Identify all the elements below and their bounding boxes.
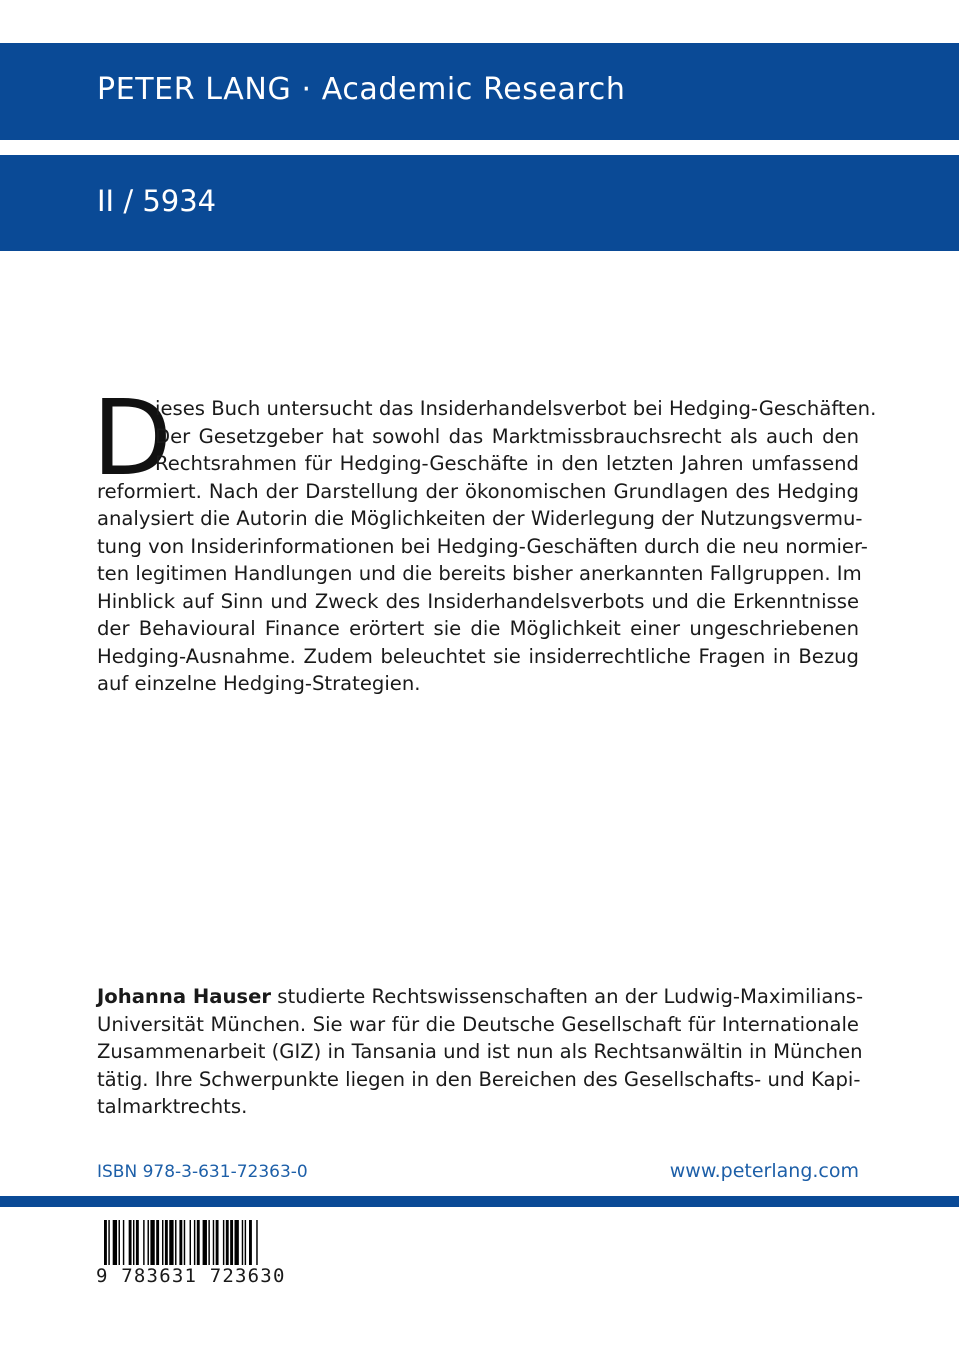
barcode-bar	[230, 1220, 233, 1266]
barcode-bar	[179, 1220, 182, 1266]
blurb-line: der Behavioural Finance erörtert sie die Möglichkeit einer ungeschriebenen	[97, 617, 859, 640]
blurb-line: Der Gesetzgeber hat sowohl das Marktmissbrauchsrecht als auch den	[155, 424, 859, 448]
barcode-bar	[104, 1220, 107, 1266]
barcode-bar	[223, 1220, 224, 1266]
bio-line	[97, 983, 864, 1011]
series-number: II / 5934	[97, 184, 217, 218]
bio-line: talmarktrechts.	[97, 1095, 248, 1119]
barcode-bar	[148, 1220, 149, 1266]
barcode-bar	[129, 1220, 132, 1266]
drop-cap: D	[92, 377, 173, 499]
barcode-bar	[150, 1220, 154, 1266]
barcode-bar	[216, 1220, 219, 1266]
barcode-bar	[190, 1220, 191, 1266]
barcode-bar	[203, 1220, 207, 1266]
bio-line: tätig. Ihre Schwerpunkte liegen in den Bereichen des Gesellschafts- und Kapi-	[97, 1067, 861, 1091]
publisher-series-title: PETER LANG · Academic Research	[97, 72, 626, 107]
barcode-bar	[194, 1220, 195, 1266]
bio-line-rest: studierte Rechtswissenschaften an der Ludwig-Maximilians-	[271, 985, 864, 1008]
barcode-bar	[184, 1220, 185, 1266]
barcode-bar	[143, 1220, 144, 1266]
barcode-bar	[235, 1220, 239, 1266]
barcode-bar	[162, 1220, 163, 1266]
barcode-bar	[249, 1220, 252, 1266]
bio-line: Universität München. Sie war für die Deutsche Gesellschaft für Internationale	[97, 1012, 859, 1036]
barcode-bar	[169, 1220, 173, 1266]
barcode-bar	[245, 1220, 246, 1266]
blurb-line: reformiert. Nach der Darstellung der ökonomischen Grundlagen des Hedging	[97, 479, 859, 503]
author-name: Johanna Hauser	[97, 985, 272, 1008]
barcode-bar	[136, 1220, 139, 1266]
blurb-line: tung von Insiderinformationen bei Hedging-Geschäften durch die neu normier-	[97, 534, 868, 558]
blurb-line: analysiert die Autorin die Möglichkeiten der Widerlegung der Nutzungsvermu-	[97, 507, 863, 530]
book-blurb	[97, 395, 877, 698]
barcode-bar	[165, 1220, 168, 1266]
barcode-bar	[197, 1220, 200, 1266]
blurb-line: ten legitimen Handlungen und die bereits bisher anerkannten Fallgruppen. Im	[97, 562, 862, 585]
blurb-line: auf einzelne Hedging-Strategien.	[97, 672, 421, 695]
barcode-bar	[213, 1220, 214, 1266]
barcode-bar	[156, 1220, 159, 1266]
barcode-digits: 9 783631 723630	[96, 1265, 292, 1287]
bio-line: Zusammenarbeit (GIZ) in Tansania und ist nun als Rechtsanwältin in München	[97, 1040, 863, 1064]
website-link[interactable]: www.peterlang.com	[669, 1160, 859, 1182]
isbn: ISBN 978-3-631-72363-0	[97, 1162, 308, 1182]
barcode-bar	[226, 1220, 229, 1266]
barcode-bar	[133, 1220, 134, 1266]
blurb-line: Hinblick auf Sinn und Zweck des Insiderhandelsverbots und die Erkenntnisse	[97, 589, 859, 613]
author-bio	[97, 983, 864, 1121]
barcode-bar	[119, 1220, 120, 1266]
barcode-bar	[113, 1220, 117, 1266]
barcode-bar	[123, 1220, 124, 1266]
barcode-bar	[256, 1220, 257, 1266]
blurb-line: Rechtsrahmen für Hedging-Geschäfte in den letzten Jahren umfassend	[155, 452, 859, 475]
blurb-line: Hedging-Ausnahme. Zudem beleuchtet sie insiderrechtliche Fragen in Bezug	[97, 644, 859, 668]
barcode-bar	[242, 1220, 243, 1266]
barcode-bar	[208, 1220, 209, 1266]
footer-band	[0, 1196, 959, 1207]
barcode-bar	[175, 1220, 176, 1266]
blurb-line: ieses Buch untersucht das Insiderhandelsverbot bei Hedging-Geschäften.	[155, 397, 877, 420]
barcode-bar	[108, 1220, 109, 1266]
